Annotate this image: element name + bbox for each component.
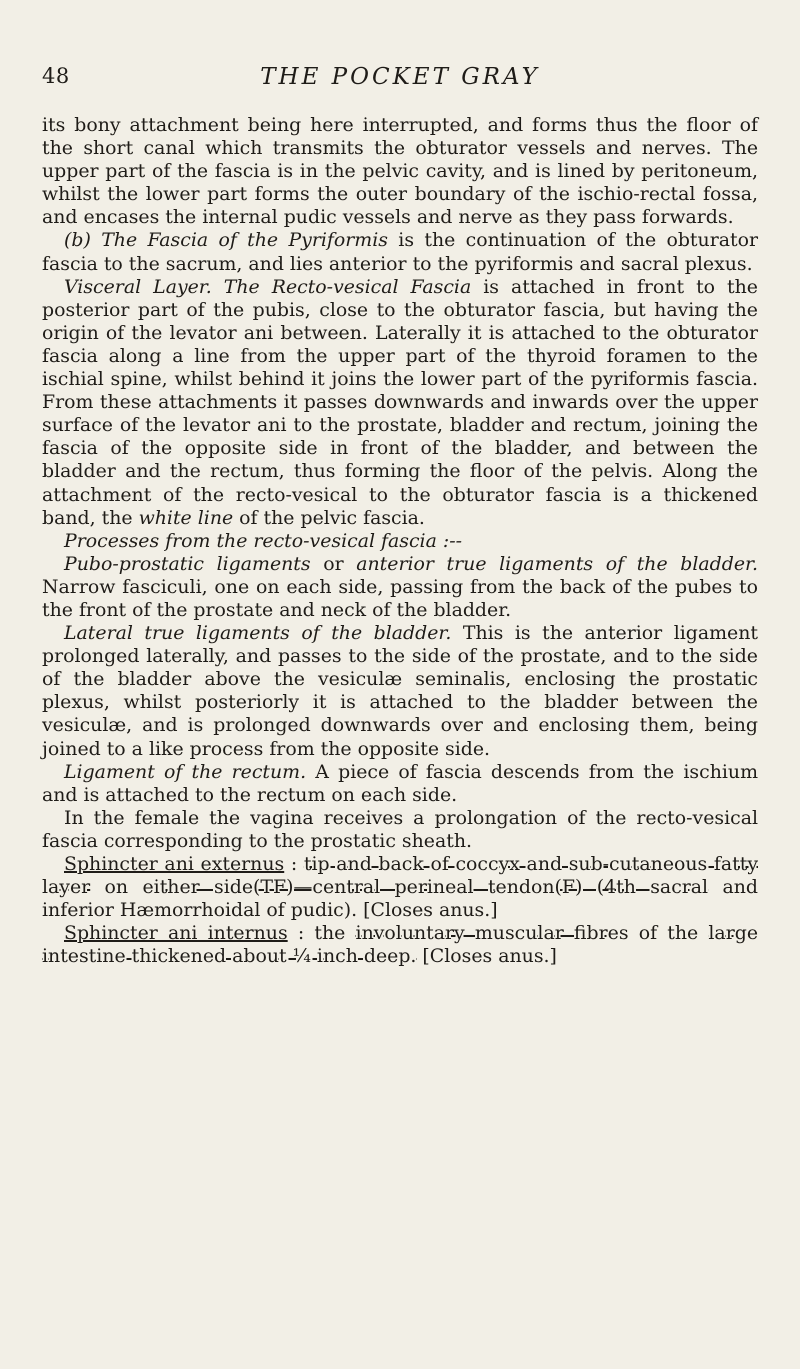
muscle-heading: Sphincter ani externus bbox=[64, 853, 285, 875]
muscle-heading: Sphincter ani internus bbox=[64, 922, 288, 945]
item-label: (b) bbox=[64, 229, 91, 252]
paragraph-sphincter-externus bbox=[42, 853, 758, 922]
paragraph-obturator-fascia: its bony attachment being here interrupted, and forms thus the floor of the short canal which transmits the obturator vessels and nerves. The upper part of the fascia is in the pelvic cavity, and is lined by peritoneum, whilst the lower part forms the outer boundary of the ischio-rectal fossa, and encases the internal pudic vessels and nerve as they pass forwards. bbox=[42, 114, 758, 229]
connector-on: on bbox=[90, 876, 143, 899]
paragraph-text: [Closes anus.] bbox=[416, 945, 557, 968]
paragraph-text: A piece of fascia descends from the ischium and is attached to the rectum on each side. bbox=[42, 760, 758, 806]
handwritten-underline-origin: tip and back of coccyx and sub-cutaneous fatty layer bbox=[42, 853, 758, 899]
separator: : the bbox=[287, 922, 356, 945]
paragraph-text: of the pelvic fascia. bbox=[233, 506, 425, 529]
section-title: The Recto-vesical Fascia bbox=[223, 275, 472, 298]
paragraph-processes-heading: Processes from the recto-vesical fascia :-- bbox=[64, 529, 462, 552]
section-title: Ligament of the rectum. bbox=[64, 760, 307, 783]
emphasis-white-line: white line bbox=[138, 506, 234, 529]
section-title: Pubo-prostatic ligaments bbox=[64, 552, 311, 575]
running-title: THE POCKET GRAY bbox=[260, 64, 540, 90]
section-title-alt: anterior true ligaments of the bladder. bbox=[356, 552, 758, 575]
page-header bbox=[42, 64, 758, 104]
page-number: 48 bbox=[42, 64, 70, 88]
separator: : bbox=[284, 853, 304, 875]
paragraph-text: is the continuation of the obturator fascia to the sacrum, and lies anterior to the pyriformis and sacral plexus. bbox=[42, 229, 758, 275]
paragraph-lateral-true-ligaments bbox=[42, 622, 758, 761]
connector-or: or bbox=[310, 552, 357, 575]
paragraph-female: In the female the vagina receives a prolongation of the recto-vesical fascia corresponding to the prostatic sheath. bbox=[42, 806, 758, 852]
section-title: The Fascia of the Pyriformis bbox=[101, 229, 388, 252]
paragraph-fascia-of-pyriformis bbox=[42, 229, 758, 275]
handwritten-underline-insertion: either side(TF)—central perineal tendon(F) (4th sacral bbox=[142, 876, 709, 899]
connector-of: of the bbox=[628, 922, 709, 945]
paragraph-visceral-layer bbox=[42, 276, 758, 530]
paragraph-text: and inferior Hæmorrhoidal of pudic). [Closes anus.] bbox=[42, 876, 758, 922]
paragraph-ligament-of-rectum bbox=[42, 761, 758, 807]
handwritten-underline-intestine: large intestine thickened about ¼ inch deep. bbox=[42, 922, 758, 968]
section-title: Lateral true ligaments of the bladder. bbox=[64, 622, 452, 645]
paragraph-text: Narrow fasciculi, one on each side, passing from the back of the pubes to the front of the prostate and neck of the bladder. bbox=[42, 575, 758, 621]
body-text bbox=[42, 114, 758, 968]
section-label: Visceral Layer. bbox=[64, 275, 212, 298]
paragraph-pubo-prostatic bbox=[42, 553, 758, 622]
paragraph-text: is attached in front to the posterior part of the pubis, close to the obturator fascia, but having the origin of the levator ani between. Laterally it is attached to the obturator fascia along a line from the upper part of the thyroid foramen to the ischial spine, whilst behind it joins the lower part of the pyriformis fascia. From these attachments it passes downwards and inwards over the upper surface of the levator ani to the prostate, bladder and rectum, joining the fascia of the opposite side in front of the bladder, and between the bladder and the rectum, thus forming the floor of the pelvis. Along the attachment of the recto-vesical to the obturator fascia is a thickened band, the bbox=[42, 275, 758, 529]
handwritten-underline-fibres: involuntary muscular fibres bbox=[355, 922, 629, 945]
paragraph-text: This is the anterior ligament prolonged laterally, and passes to the side of the prostate, and to the side of the bladder above the vesiculæ seminalis, enclosing the prostatic plexus, whilst posteriorly it is attached to the bladder between the vesiculæ, and is prolonged downwards over and enclosing them, being joined to a like process from the opposite side. bbox=[42, 622, 758, 760]
paragraph-sphincter-internus bbox=[42, 922, 758, 968]
